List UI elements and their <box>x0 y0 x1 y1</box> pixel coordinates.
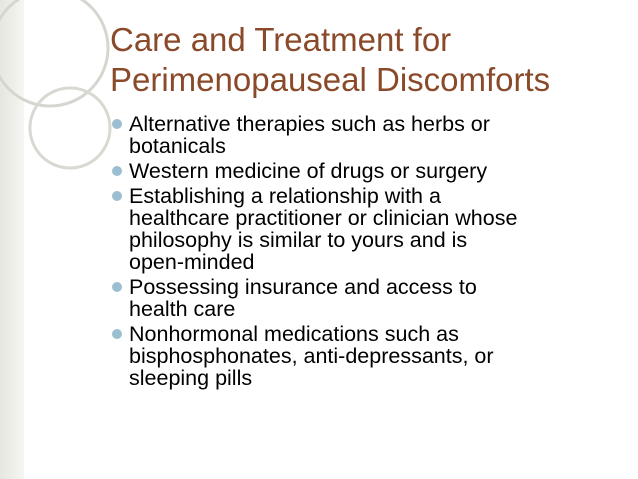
bullet-item <box>110 160 625 182</box>
bullet-line: Establishing a relationship with a <box>129 184 441 208</box>
bullet-line: health care <box>129 297 236 321</box>
bullet-dot-icon <box>112 191 122 201</box>
bullet-line: botanicals <box>129 134 226 158</box>
bullet-item <box>110 185 625 273</box>
title-line-1: Care and Treatment for <box>110 21 452 58</box>
bullet-item <box>110 113 625 157</box>
bullet-line: Nonhormonal medications such as <box>129 322 459 346</box>
bullet-dot-icon <box>112 329 122 339</box>
bullet-line: bisphosphonates, anti-depressants, or <box>129 344 494 368</box>
bullet-line: open-minded <box>129 250 255 274</box>
bullet-line: Alternative therapies such as herbs or <box>129 112 490 136</box>
bullet-dot-icon <box>112 119 122 129</box>
bullet-list <box>110 113 625 392</box>
title-line-2: Perimenopauseal Discomforts <box>110 61 551 98</box>
bullet-line: Western medicine of drugs or surgery <box>129 159 488 183</box>
bullet-item <box>110 276 625 320</box>
bullet-dot-icon <box>112 166 122 176</box>
bullet-line: sleeping pills <box>129 366 253 390</box>
slide-title <box>110 20 620 100</box>
bullet-line: Possessing insurance and access to <box>129 275 477 299</box>
bullet-line: healthcare practitioner or clinician whose <box>129 206 518 230</box>
deco-circle-small <box>30 88 110 168</box>
bullet-item <box>110 323 625 389</box>
bullet-line: philosophy is similar to yours and is <box>129 228 468 252</box>
bullet-dot-icon <box>112 282 122 292</box>
decorative-circles-graphic <box>0 0 120 180</box>
